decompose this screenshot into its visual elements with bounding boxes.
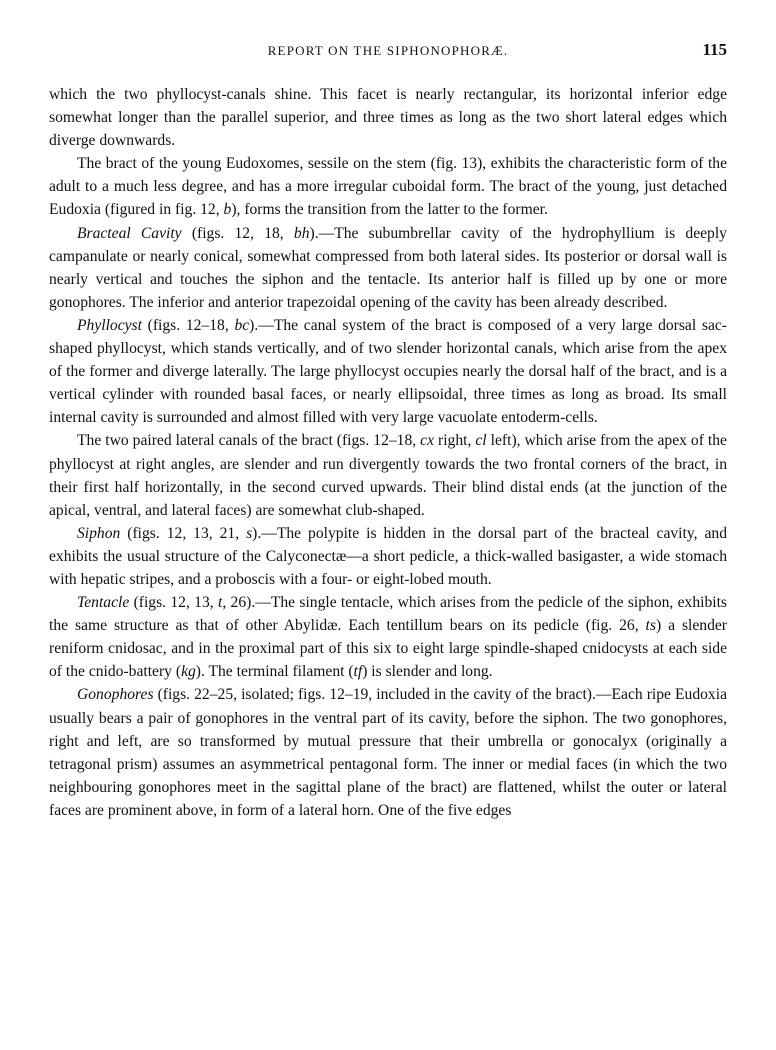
figure-letter: tf — [353, 663, 363, 681]
section-heading-gonophores: Gonophores — [77, 686, 154, 704]
figure-letter: cl — [475, 432, 487, 450]
figure-letter: kg — [181, 663, 196, 681]
section-heading-siphon: Siphon — [77, 524, 121, 542]
text-run: The bract of the young Eudoxomes, sessile on the stem (fig. 13), exhibits the characteristic form of the adult to a much less degree, and has a more irregular cuboidal form. The bract of the young, just detached Eudoxia (figured in fig. 12, — [49, 155, 727, 219]
figure-letter: b — [223, 201, 232, 219]
paragraph-continued — [49, 83, 727, 152]
section-heading-tentacle: Tentacle — [77, 594, 130, 612]
figure-letter: ts — [645, 617, 656, 635]
text-run: (figs. 12–18, — [141, 316, 235, 334]
paragraph-text: which the two phyllocyst-canals shine. This facet is nearly rectangular, its horizontal inferior edge somewhat longer than the parallel superior, and three times as long as the two short lateral edges which diverge downwards. — [49, 86, 727, 150]
text-run: ).—The subumbrellar cavity of the hydrophyllium is deeply campanulate or nearly conical, somewhat compressed from both lateral sides. Its posterior or dorsal wall is nearly vertical and touches the siphon and the tentacle. Its anterior half is filled up by one or more gonophores. The inferior and anterior trapezoidal opening of the cavity has been already described. — [49, 224, 727, 311]
running-title: REPORT ON THE SIPHONOPHORÆ. — [267, 43, 509, 58]
text-run: , 26).—The single tentacle, which arises from the pedicle of the siphon, exhibits the same structure as that of other Abylidæ. Each tentillum bears on its pedicle (fig. 26, — [49, 594, 728, 635]
body-text — [49, 83, 727, 822]
text-run: ) is slender and long. — [362, 663, 493, 681]
figure-letter: cx — [420, 432, 435, 450]
paragraph-tentacle — [49, 591, 727, 683]
section-heading-phyllocyst: Phyllocyst — [77, 316, 142, 334]
figure-letter: t — [217, 594, 223, 612]
section-heading-bracteal-cavity: Bracteal Cavity — [77, 224, 182, 242]
figure-letter: s — [246, 524, 253, 542]
text-run: ), forms the transition from the latter to the former. — [231, 201, 548, 219]
text-run: ).—The canal system of the bract is composed of a very large dorsal sac-shaped phyllocyst, which stands vertically, and of two slender horizontal canals, which arise from the apex of the former and diverge laterally. The large phyllocyst occupies nearly the dorsal half of the bract, and is a vertical cylinder with rounded basal faces, or nearly ellipsoidal, three times as long as broad. Its small internal cavity is surrounded and almost filled with very large vacuolate entoderm-cells. — [49, 316, 727, 427]
text-run: left), which arise from the apex of the phyllocyst at right angles, are slender and run divergently towards the two frontal corners of the bract, in their first half horizontally, in the second curved upwards. Their blind distal ends (at the junction of the apical, ventral, and lateral faces) are somewhat club-shaped. — [49, 432, 727, 519]
text-run: (figs. 22–25, isolated; figs. 12–19, included in the cavity of the bract).—Each ripe Eudoxia usually bears a pair of gonophores in the ventral part of its cavity, before the siphon. The two gonophores, right and left, are so transformed by mutual pressure that their umbrella or gonocalyx (originally a tetragonal prism) assumes an asymmetrical pentagonal form. The inner or medial faces (in which the two neighbouring gonophores meet in the sagittal plane of the bract) are flattened, whilst the outer or lateral faces are prominent above, in form of a lateral horn. One of the five edges — [49, 686, 727, 819]
paragraph-gonophores — [49, 683, 727, 822]
text-run: ).—The polypite is hidden in the dorsal part of the bracteal cavity, and exhibits the usual structure of the Calyconectæ—a short pedicle, a thick-walled basigaster, a wide stomach with hepatic stripes, and a proboscis with a four- or eight-lobed mouth. — [49, 524, 727, 588]
text-run: (figs. 12, 18, — [181, 224, 294, 242]
figure-letter: bh — [293, 224, 310, 242]
text-run: right, — [434, 432, 476, 450]
paragraph-bracteal-cavity — [49, 222, 727, 314]
text-run: ). The terminal filament ( — [195, 663, 354, 681]
paragraph-young-bract — [49, 152, 727, 221]
text-run: The two paired lateral canals of the bract (figs. 12–18, — [77, 432, 421, 450]
page-number: 115 — [702, 40, 727, 59]
figure-letter: bc — [234, 316, 250, 334]
text-run: (figs. 12, 13, 21, — [120, 524, 247, 542]
paragraph-siphon — [49, 522, 727, 591]
paragraph-lateral-canals — [49, 429, 727, 521]
text-run: ) a slender reniform cnidosac, and in the proximal part of this six to eight large spindle-shaped cnidocysts at each side of the cnido-battery ( — [49, 617, 727, 681]
text-run: (figs. 12, 13, — [129, 594, 218, 612]
running-header — [49, 40, 727, 62]
paragraph-phyllocyst — [49, 314, 727, 429]
